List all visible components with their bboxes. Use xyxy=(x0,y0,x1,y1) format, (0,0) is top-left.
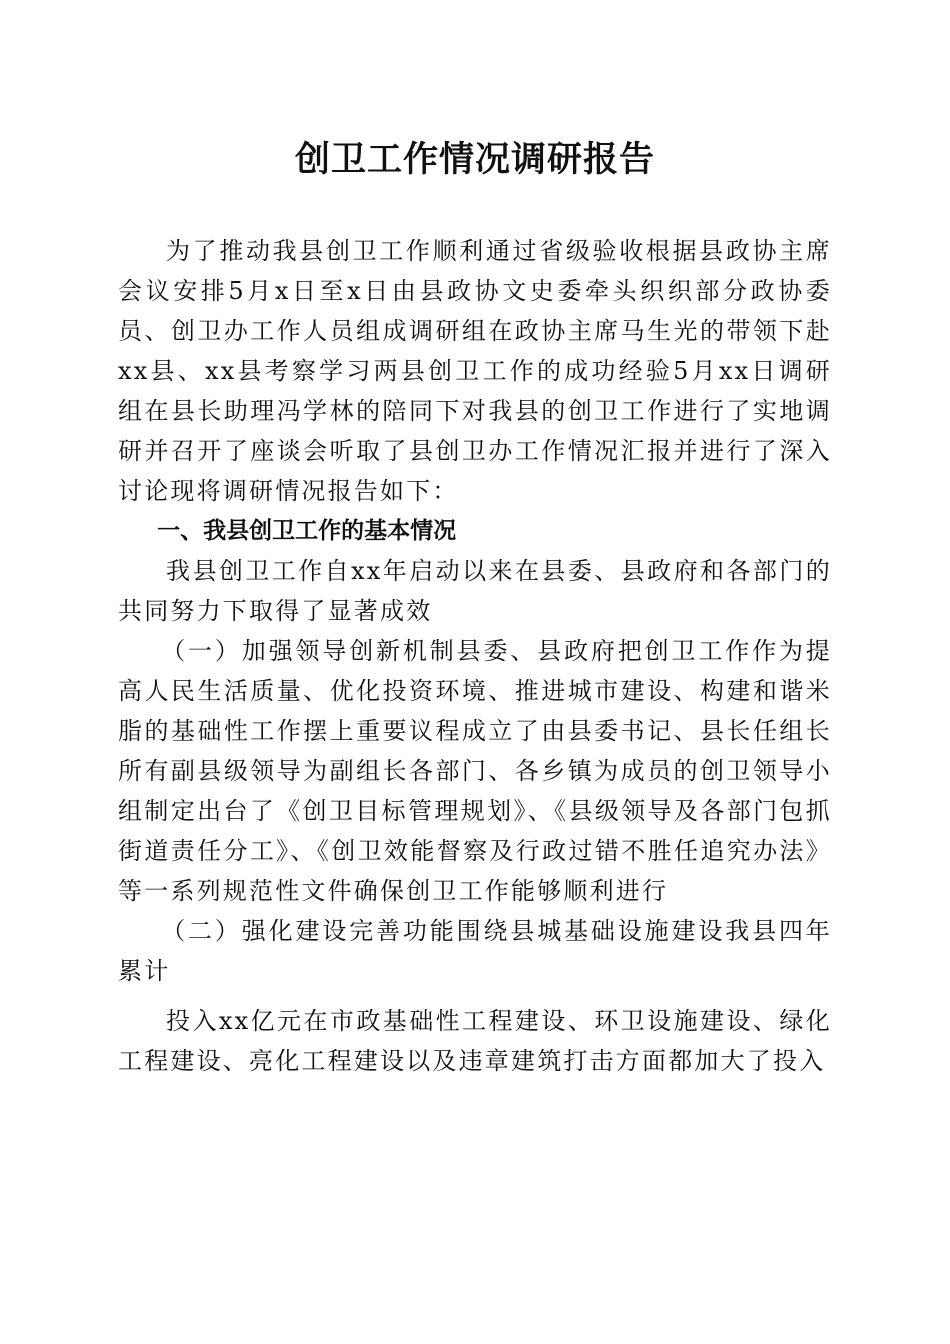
intro-paragraph: 为了推动我县创卫工作顺利通过省级验收根据县政协主席会议安排5月x日至x日由县政协文史委牵头织织部分政协委员、创卫办工作人员组成调研组在政协主席马生光的带领下赴xx县、xx县考察学习两县创卫工作的成功经验5月xx日调研组在县长助理冯学林的陪同下对我县的创卫工作进行了实地调研并召开了座谈会听取了县创卫办工作情况汇报并进行了深入讨论现将调研情况报告如下： xyxy=(118,237,832,505)
subsection-one-paragraph: （一）加强领导创新机制县委、县政府把创卫工作作为提高人民生活质量、优化投资环境、推进城市建设、构建和谐米脂的基础性工作摆上重要议程成立了由县委书记、县长任组长所有副县级领导为副组长各部门、各乡镇为成员的创卫领导小组制定出台了《创卫目标管理规划》、《县级领导及各部门包抓街道责任分工》、《创卫效能督察及行政过错不胜任追究办法》等一系列规范性文件确保创卫工作能够顺利进行 xyxy=(118,637,832,905)
section-paragraph: 我县创卫工作自xx年启动以来在县委、县政府和各部门的共同努力下取得了显著成效 xyxy=(118,557,832,625)
document-title: 创卫工作情况调研报告 xyxy=(294,139,655,180)
subsection-two-paragraph: （二）强化建设完善功能围绕县城基础设施建设我县四年累计 xyxy=(118,917,832,985)
document-body xyxy=(118,231,832,1081)
investment-paragraph: 投入xx亿元在市政基础性工程建设、环卫设施建设、绿化工程建设、亮化工程建设以及违章建筑打击方面都加大了投入 xyxy=(118,1007,832,1075)
section-heading: 一、我县创卫工作的基本情况 xyxy=(157,518,457,544)
